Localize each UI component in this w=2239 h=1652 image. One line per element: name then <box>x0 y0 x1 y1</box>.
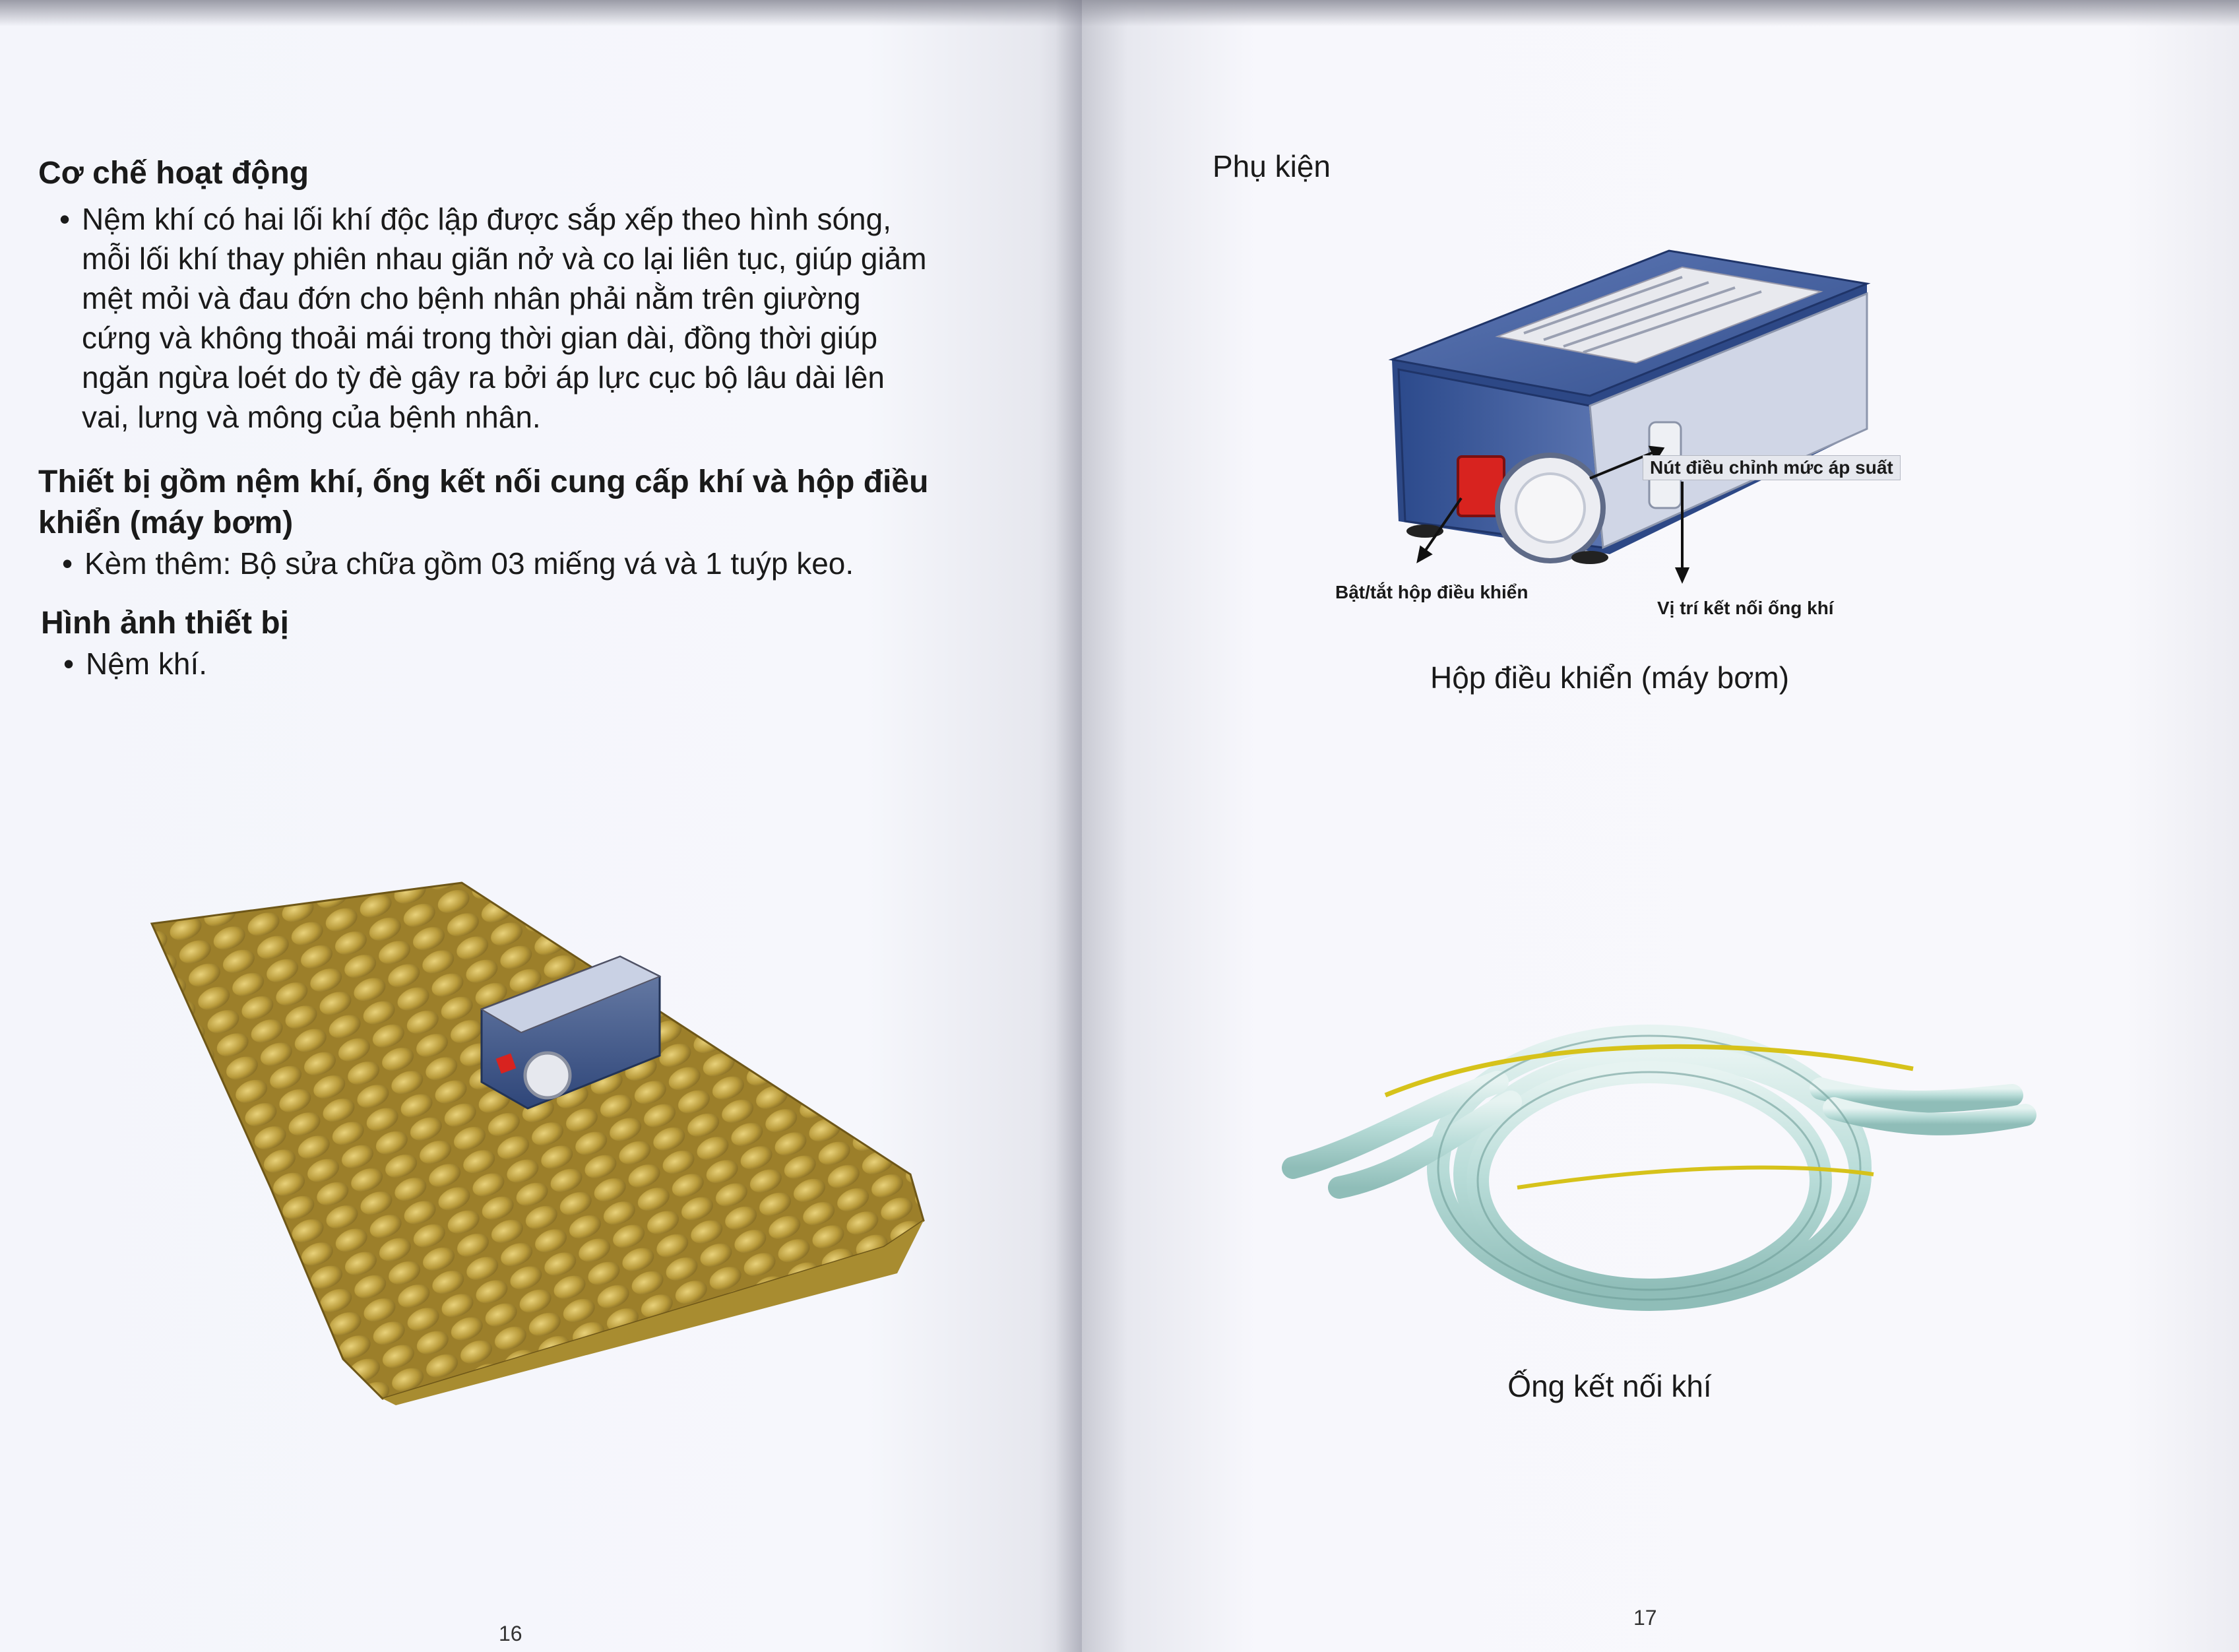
left-page <box>0 0 1082 1652</box>
air-mattress-image <box>145 877 937 1405</box>
right-page <box>1082 0 2239 1652</box>
page-number-left: 16 <box>499 1622 522 1645</box>
label-air-port: Vị trí kết nối ống khí <box>1657 598 1834 618</box>
mechanism-line-5: ngăn ngừa loét do tỳ đè gây ra bởi áp lực cục bộ lâu dài lên <box>82 360 885 395</box>
mechanism-line-1: Nệm khí có hai lối khí độc lập được sắp xếp theo hình sóng, <box>82 202 891 236</box>
components-heading-line-1: Thiết bị gồm nệm khí, ống kết nối cung cấp khí và hộp điều <box>38 464 929 499</box>
components-item: • Kèm thêm: Bộ sửa chữa gồm 03 miếng vá và 1 tuýp keo. <box>62 544 1025 583</box>
arrow-icon <box>1392 238 1893 607</box>
mechanism-line-3: mệt mỏi và đau đớn cho bệnh nhân phải nằm trên giường <box>82 281 861 315</box>
air-tube-image <box>1280 950 2098 1359</box>
mechanism-paragraph <box>59 199 1036 437</box>
section-heading-mechanism: Cơ chế hoạt động <box>38 156 309 191</box>
images-list <box>63 644 459 683</box>
mechanism-line-4: cứng và không thoải mái trong thời gian dài, đồng thời giúp <box>82 321 878 355</box>
mechanism-list <box>59 199 1036 437</box>
section-heading-components <box>38 462 1028 544</box>
accessories-title: Phụ kiện <box>1213 149 1331 183</box>
page-number-right: 17 <box>1633 1606 1657 1630</box>
section-heading-images: Hình ảnh thiết bị <box>41 606 289 641</box>
label-pressure-knob: Nút điều chỉnh mức áp suất <box>1643 455 1901 480</box>
mechanism-line-2: mỗi lối khí thay phiên nhau giãn nở và co lại liên tục, giúp giảm <box>82 241 927 276</box>
components-heading-line-2: khiển (máy bơm) <box>38 505 294 540</box>
control-box-caption: Hộp điều khiển (máy bơm) <box>1430 660 1790 695</box>
mechanism-line-6: vai, lưng và mông của bệnh nhân. <box>82 400 541 434</box>
tube-caption: Ống kết nối khí <box>1507 1369 1712 1403</box>
page-top-shadow <box>0 0 1082 26</box>
images-item: • Nệm khí. <box>63 644 459 683</box>
page-top-shadow-right <box>1082 0 2239 26</box>
label-power-switch: Bật/tắt hộp điều khiển <box>1335 582 1529 602</box>
components-list <box>62 544 1025 583</box>
